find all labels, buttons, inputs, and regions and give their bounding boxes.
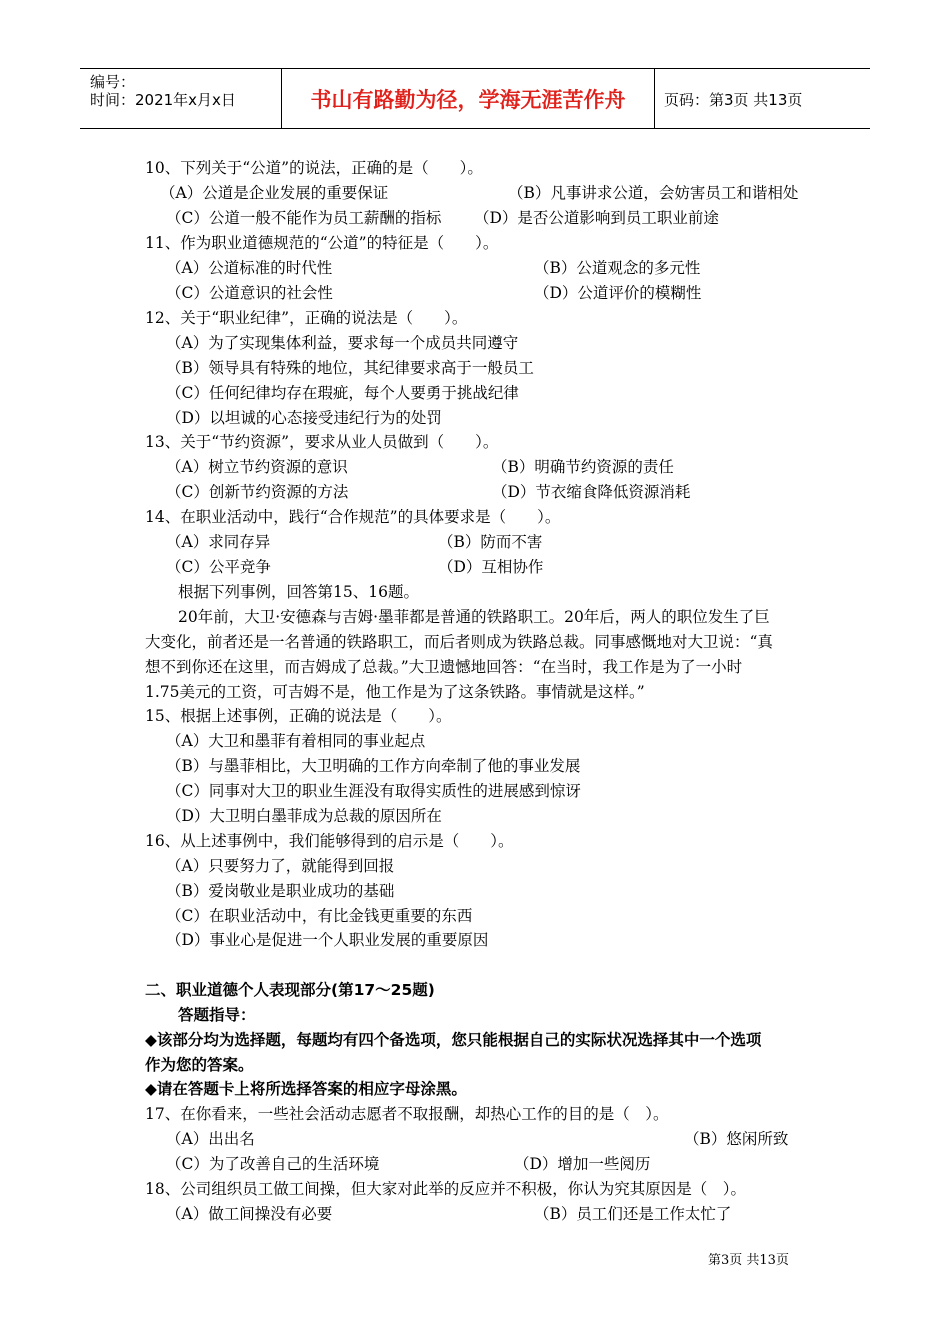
option-b: （B）与墨菲相比，大卫明确的工作方向牵制了他的事业发展 [166, 757, 581, 775]
question-stem: 15、根据上述事例，正确的说法是（ ）。 [145, 707, 452, 725]
option-a: （A）做工间操没有必要 [166, 1205, 333, 1223]
question-stem: 17、在你看来，一些社会活动志愿者不取报酬，却热心工作的目的是（ ）。 [145, 1105, 669, 1123]
page-header [80, 68, 870, 129]
option-b: （B）员工们还是工作太忙了 [534, 1205, 732, 1223]
option-d: （D）大卫明白墨菲成为总裁的原因所在 [166, 807, 442, 825]
option-a: （A）只要努力了，就能得到回报 [166, 857, 395, 875]
option-c: （C）公道意识的社会性 [166, 284, 333, 302]
case-paragraph-line: 20年前，大卫·安德森与吉姆·墨菲都是普通的铁路职工。20年后，两人的职位发生了巨 [178, 608, 770, 626]
page-footer: 第3页 共13页 [708, 1253, 789, 1268]
option-d: （D）互相协作 [438, 558, 544, 576]
question-stem: 14、在职业活动中，践行“合作规范”的具体要求是（ ）。 [145, 508, 561, 526]
option-b: （B）凡事讲求公道，会妨害员工和谐相处 [508, 184, 799, 202]
option-a: （A）公道标准的时代性 [166, 259, 333, 277]
answer-guide-label: 答题指导： [178, 1006, 256, 1024]
option-d: （D）事业心是促进一个人职业发展的重要原因 [166, 931, 489, 949]
question-stem: 16、从上述事例中，我们能够得到的启示是（ ）。 [145, 832, 514, 850]
option-c: （C）公道一般不能作为员工薪酬的指标 [166, 209, 442, 227]
option-c: （C）为了改善自己的生活环境 [166, 1155, 380, 1173]
guide-rule: ◆请在答题卡上将所选择答案的相应字母涂黑。 [145, 1080, 467, 1098]
header-motto: 书山有路勤为径，学海无涯苦作舟 [310, 88, 626, 112]
case-paragraph-line: 想不到你还在这里，而吉姆成了总裁。”大卫遗憾地回答：“在当时，我工作是为了一小时 [145, 658, 743, 676]
question-stem: 10、下列关于“公道”的说法，正确的是（ ）。 [145, 159, 483, 177]
section-title: 二、职业道德个人表现部分(第17～25题) [145, 981, 435, 999]
option-b: （B）悠闲所致 [684, 1130, 789, 1148]
header-divider [654, 69, 655, 129]
option-a: （A）出出名 [166, 1130, 255, 1148]
option-a: （A）树立节约资源的意识 [166, 458, 348, 476]
option-a: （A）求同存异 [166, 533, 271, 551]
question-stem: 13、关于“节约资源”，要求从业人员做到（ ）。 [145, 433, 499, 451]
option-c: （C）同事对大卫的职业生涯没有取得实质性的进展感到惊讶 [166, 782, 581, 800]
option-a: （A）公道是企业发展的重要保证 [160, 184, 389, 202]
option-c: （C）创新节约资源的方法 [166, 483, 349, 501]
option-c: （C）公平竞争 [166, 558, 271, 576]
option-b: （B）领导具有特殊的地位，其纪律要求高于一般员工 [166, 359, 534, 377]
question-stem: 11、作为职业道德规范的“公道”的特征是（ ）。 [145, 234, 499, 252]
document-number-label: 编号： [90, 73, 136, 91]
option-b: （B）爱岗敬业是职业成功的基础 [166, 882, 395, 900]
guide-rule: 作为您的答案。 [145, 1056, 254, 1074]
case-paragraph-line: 大变化，前者还是一名普通的铁路职工，而后者则成为铁路总裁。同事感慨地对大卫说：“真 [145, 633, 773, 651]
document-date-label: 时间：2021年x月x日 [90, 91, 236, 109]
header-meta [90, 73, 280, 109]
option-c: （C）任何纪律均存在瑕疵，每个人要勇于挑战纪律 [166, 384, 519, 402]
option-a: （A）大卫和墨菲有着相同的事业起点 [166, 732, 426, 750]
option-d: （D）节衣缩食降低资源消耗 [492, 483, 691, 501]
case-intro: 根据下列事例，回答第15、16题。 [178, 583, 419, 601]
guide-rule: ◆该部分均为选择题，每题均有四个备选项，您只能根据自己的实际状况选择其中一个选项 [145, 1031, 762, 1049]
question-stem: 18、公司组织员工做工间操，但大家对此举的反应并不积极，你认为究其原因是（ ）。 [145, 1180, 746, 1198]
case-paragraph-line: 1.75美元的工资，可吉姆不是，他工作是为了这条铁路。事情就是这样。” [145, 683, 645, 701]
option-d: （D）增加一些阅历 [514, 1155, 651, 1173]
option-d: （D）以坦诚的心态接受违纪行为的处罚 [166, 409, 442, 427]
option-d: （D）是否公道影响到员工职业前途 [474, 209, 719, 227]
option-c: （C）在职业活动中，有比金钱更重要的东西 [166, 907, 473, 925]
option-d: （D）公道评价的模糊性 [534, 284, 702, 302]
option-b: （B）公道观念的多元性 [534, 259, 701, 277]
option-a: （A）为了实现集体利益，要求每一个成员共同遵守 [166, 334, 519, 352]
option-b: （B）防而不害 [438, 533, 543, 551]
option-b: （B）明确节约资源的责任 [492, 458, 674, 476]
header-page-number: 页码：第3页 共13页 [664, 90, 803, 109]
question-stem: 12、关于“职业纪律”，正确的说法是（ ）。 [145, 309, 468, 327]
